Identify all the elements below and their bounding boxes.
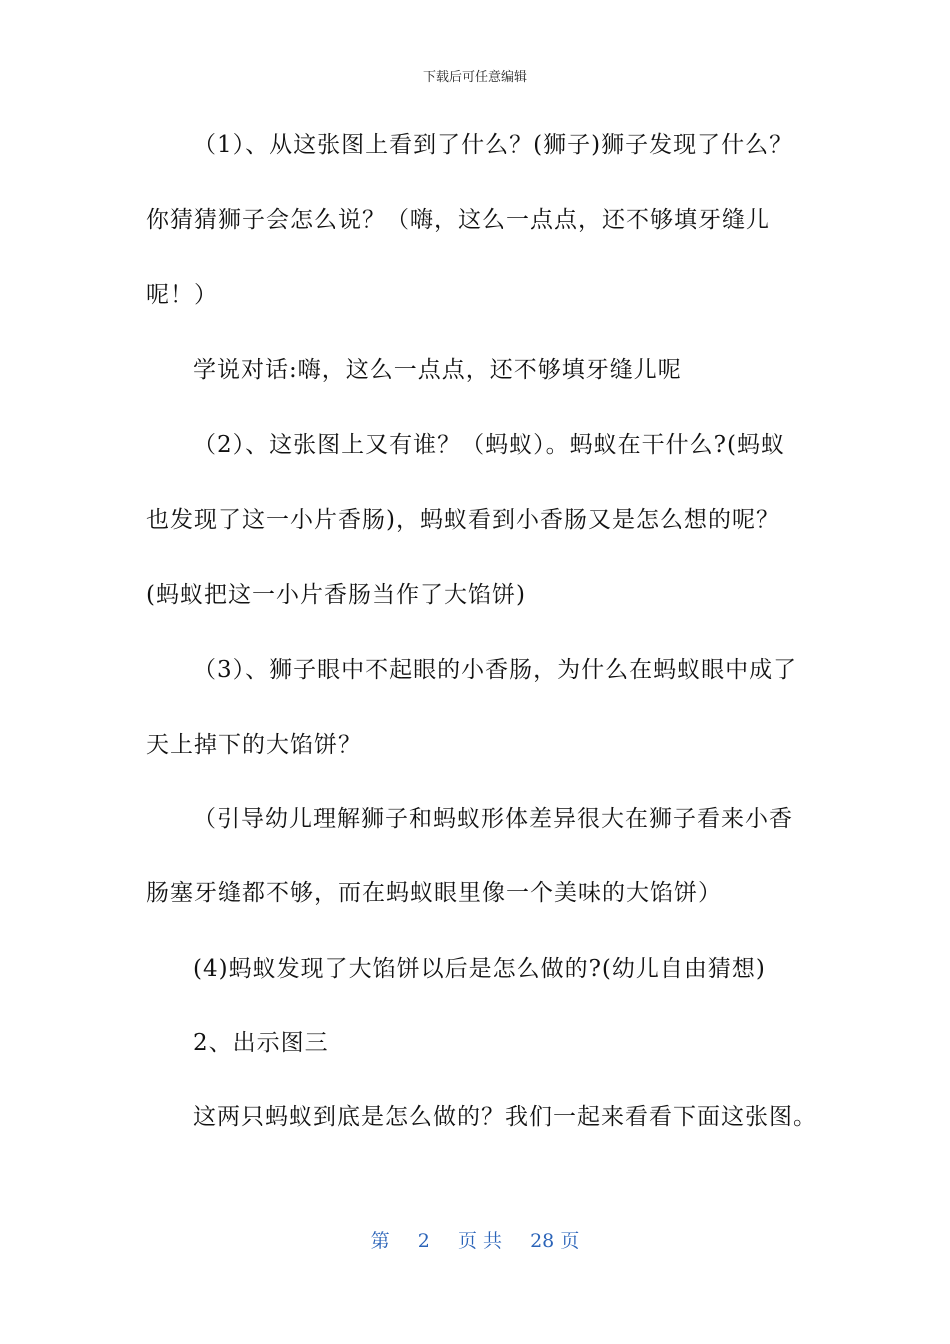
- paragraph-line: 这两只蚂蚁到底是怎么做的？我们一起来看看下面这张图。: [193, 1104, 817, 1130]
- paragraph-line: (4)蚂蚁发现了大馅饼以后是怎么做的?(幼儿自由猜想): [193, 956, 766, 982]
- paragraph-line: 学说对话:嗨，这么一点点，还不够填牙缝儿呢: [193, 357, 682, 383]
- paragraph-line: 你猜猜狮子会怎么说？（嗨，这么一点点，还不够填牙缝儿: [146, 207, 770, 233]
- paragraph-line: （1）、从这张图上看到了什么？(狮子)狮子发现了什么？: [193, 132, 794, 158]
- paragraph-line: 天上掉下的大馅饼？: [146, 732, 362, 758]
- footer-suffix: 页: [560, 1230, 580, 1252]
- paragraph-line: 呢！）: [146, 282, 218, 308]
- paragraph-line: （3）、狮子眼中不起眼的小香肠，为什么在蚂蚁眼中成了: [193, 657, 798, 683]
- footer-prefix: 第: [370, 1230, 390, 1252]
- paragraph-line: (蚂蚁把这一小片香肠当作了大馅饼): [146, 582, 526, 608]
- paragraph-line: 2、出示图三: [193, 1030, 329, 1056]
- paragraph-line: 也发现了这一小片香肠)，蚂蚁看到小香肠又是怎么想的呢？: [146, 507, 780, 533]
- footer-middle: 页 共: [457, 1230, 502, 1252]
- footer-total-pages: 28: [530, 1230, 555, 1252]
- page-footer: [0, 1226, 950, 1253]
- page-header: 下载后可任意编辑: [422, 70, 527, 85]
- paragraph-line: （2）、这张图上又有谁？（蚂蚁）。蚂蚁在干什么?(蚂蚁: [193, 432, 785, 458]
- footer-page-number: 2: [417, 1230, 430, 1252]
- paragraph-line: 肠塞牙缝都不够，而在蚂蚁眼里像一个美味的大馅饼）: [146, 880, 722, 906]
- paragraph-line: （引导幼儿理解狮子和蚂蚁形体差异很大在狮子看来小香: [193, 806, 793, 832]
